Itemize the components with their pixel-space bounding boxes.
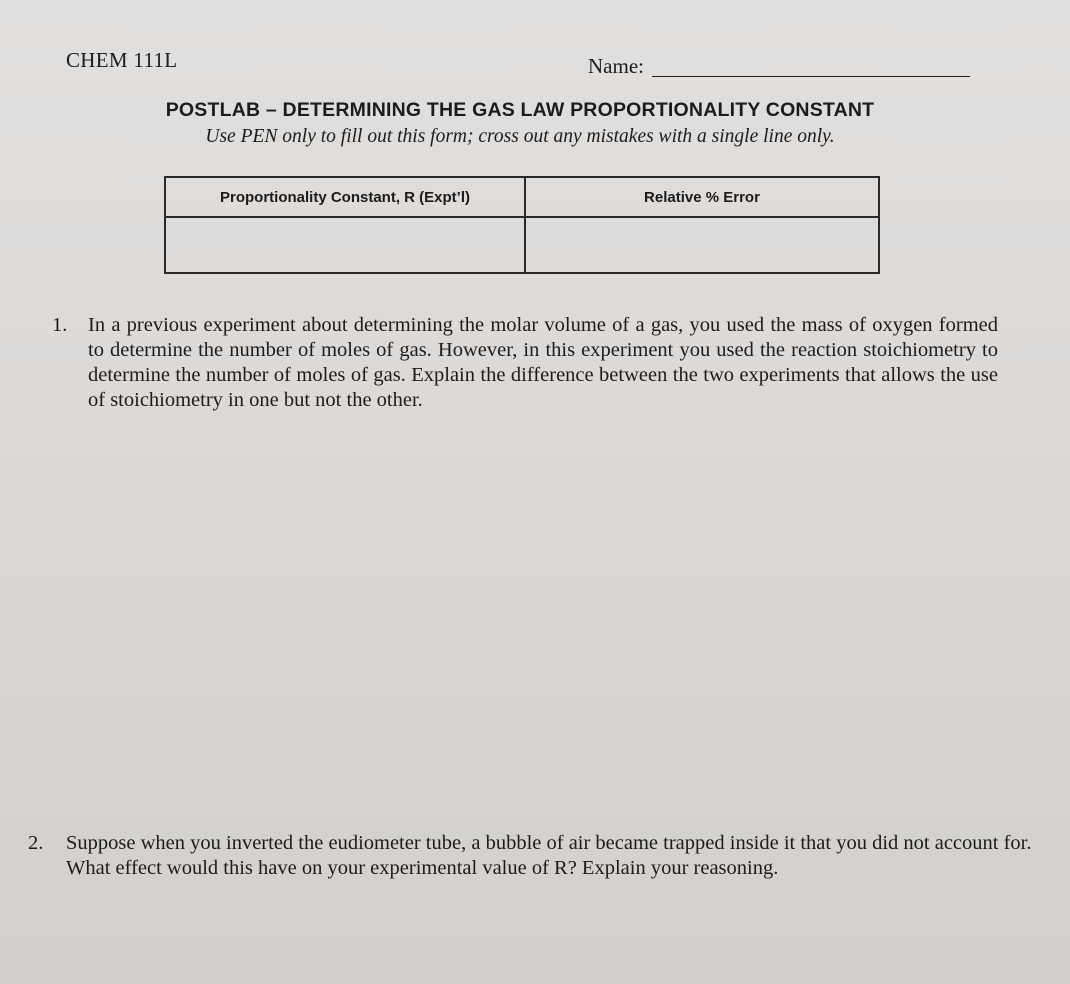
name-field-line[interactable] [652,76,970,77]
results-table [164,176,880,274]
table-row [165,217,879,273]
question-2-text: Suppose when you inverted the eudiometer tube, a bubble of air became trapped inside it that you did not account for. What effect would this have on your experimental value of R? Explain your reasoning. [66,832,1032,879]
course-code: CHEM 111L [66,48,178,72]
r-value-cell[interactable] [165,217,525,273]
column-header-r [165,177,525,217]
column-header-error-label: Relative % Error [644,188,760,206]
document-title: POSTLAB – DETERMINING THE GAS LAW PROPORTIONALITY CONSTANT [165,99,875,121]
name-label: Name: [588,54,644,78]
table-header-row [165,177,879,217]
column-header-error [525,177,879,217]
column-header-r-label: Proportionality Constant, R (Expt’l) [220,188,470,206]
instructions: Use PEN only to fill out this form; cross out any mistakes with a single line only. [205,126,835,147]
question-1-number: 1. [52,314,68,336]
error-value-cell[interactable] [525,217,879,273]
question-2-number: 2. [28,832,44,854]
question-1-text: In a previous experiment about determining the molar volume of a gas, you used the mass of oxygen formed to determine the number of moles of gas. However, in this experiment you used the reaction stoichiometry to determine the number of moles of gas. Explain the difference between the two experiments that allows the use of stoichiometry in one but not the other. [88,314,998,411]
